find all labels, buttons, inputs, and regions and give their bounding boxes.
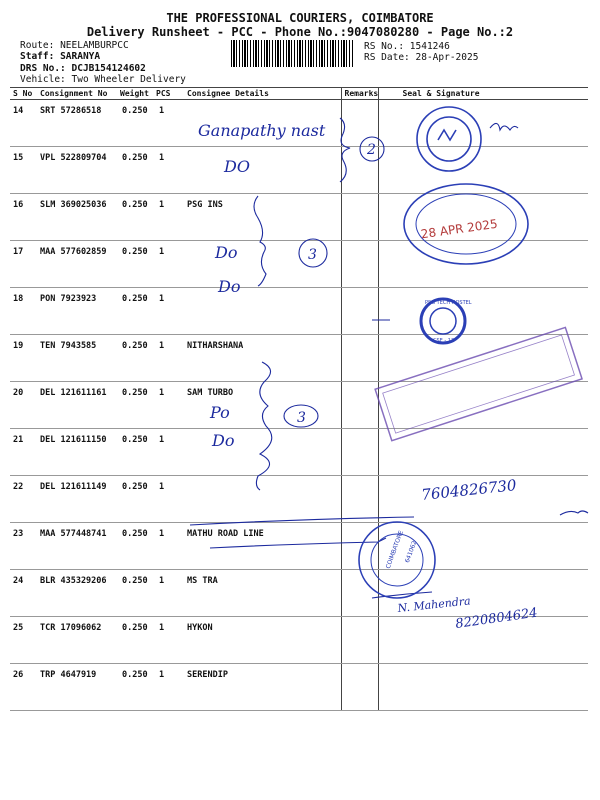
cell-weight: 0.250: [117, 382, 153, 429]
company-stamp-purple: [375, 327, 582, 440]
cell-pcs: 1: [153, 429, 184, 476]
hw-row18: Do: [218, 277, 241, 296]
stamp-hostel-sub: CSE - 12: [433, 338, 455, 344]
hw-row14: Ganapathy nast: [198, 121, 326, 140]
stamp-city-text: COIMBATORE: [384, 529, 406, 570]
cell-sno: 17: [10, 241, 37, 288]
hostel-stamp: [421, 299, 472, 344]
cell-consignment-no: TEN 7943585: [37, 335, 117, 382]
col-remarks: Remarks: [341, 88, 378, 100]
hw-phone-a: 7604826730: [420, 476, 518, 504]
stamp-date-text: 28 APR 2025: [420, 216, 499, 242]
brace-20-23: [256, 362, 271, 490]
cell-weight: 0.250: [117, 147, 153, 194]
cell-pcs: 1: [153, 241, 184, 288]
cell-consignee: SERENDIP: [184, 664, 341, 711]
hw-name-b: N. Mahendra: [396, 594, 472, 615]
cell-weight: 0.250: [117, 429, 153, 476]
cell-weight: 0.250: [117, 194, 153, 241]
cell-pcs: 1: [153, 476, 184, 523]
staff-line: Staff: SARANYA: [20, 51, 101, 62]
col-consignee: Consignee Details: [184, 88, 341, 100]
cell-consignee: MATHU ROAD LINE: [184, 523, 341, 570]
cell-weight: 0.250: [117, 335, 153, 382]
cell-pcs: 1: [153, 288, 184, 335]
route-value: NEELAMBURPCC: [60, 40, 129, 51]
cell-pcs: 1: [153, 147, 184, 194]
hw-count-b: 3: [308, 247, 317, 263]
cell-consignment-no: DEL 121611150: [37, 429, 117, 476]
vehicle-value: Two Wheeler Delivery: [71, 74, 186, 85]
cell-consignment-no: MAA 577602859: [37, 241, 117, 288]
col-consignment: Consignment No: [37, 88, 117, 100]
cell-sno: 22: [10, 476, 37, 523]
seal-stamp-row14: [417, 107, 481, 171]
route-line: Route: NEELAMBURPCC: [20, 40, 129, 51]
cell-pcs: 1: [153, 664, 184, 711]
cell-sno: 18: [10, 288, 37, 335]
hw-count-a: 2: [367, 142, 376, 158]
cell-pcs: 1: [153, 523, 184, 570]
cell-pcs: 1: [153, 617, 184, 664]
stamp-hostel-text: PSG TECH HOSTEL: [425, 300, 472, 306]
cell-consignee: SAM TURBO: [184, 382, 341, 429]
signature-24: [560, 511, 588, 515]
cell-consignee: PSG INS: [184, 194, 341, 241]
signature-14: [490, 123, 518, 130]
hw-row15: DO: [224, 157, 250, 176]
brace-17-18: [254, 196, 266, 286]
rs-no-value: 1541246: [409, 41, 450, 52]
cell-sno: 14: [10, 100, 37, 147]
staff-value: SARANYA: [60, 51, 101, 62]
cell-sno: 26: [10, 664, 37, 711]
cell-sno: 20: [10, 382, 37, 429]
date-stamp: [404, 184, 528, 264]
cell-consignee: HYKON: [184, 617, 341, 664]
company-title: THE PROFESSIONAL COURIERS, COIMBATORE: [166, 11, 434, 25]
hw-count-c: 3: [297, 410, 306, 426]
round-stamp-row25: [359, 522, 435, 598]
runsheet-subtitle: Delivery Runsheet - PCC - Phone No.:9047080280 - Page No.:2: [86, 25, 514, 39]
cell-pcs: 1: [153, 382, 184, 429]
cell-sno: 24: [10, 570, 37, 617]
cell-consignment-no: MAA 577448741: [37, 523, 117, 570]
strike-line-24: [190, 517, 414, 525]
rs-no-line: RS No.: 1541246: [364, 41, 450, 52]
drs-value: DCJB154124602: [71, 63, 146, 74]
strike-line-25: [210, 538, 386, 548]
col-seal-signature: Seal & Signature: [378, 88, 588, 100]
hw-row22: Do: [212, 431, 235, 450]
stamp-pin-text: 641062: [403, 539, 419, 564]
vehicle-line: Vehicle: Two Wheeler Delivery: [20, 74, 186, 85]
cell-weight: 0.250: [117, 100, 153, 147]
cell-consignee: MS TRA: [184, 570, 341, 617]
cell-consignment-no: DEL 121611161: [37, 382, 117, 429]
rs-date-value: 28-Apr-2025: [415, 52, 479, 63]
cell-consignment-no: TRP 4647919: [37, 664, 117, 711]
cell-consignment-no: VPL 522809704: [37, 147, 117, 194]
cell-pcs: 1: [153, 194, 184, 241]
cell-sno: 21: [10, 429, 37, 476]
cell-consignment-no: SLM 369025036: [37, 194, 117, 241]
hw-row21: Po: [210, 403, 230, 422]
cell-weight: 0.250: [117, 241, 153, 288]
cell-weight: 0.250: [117, 664, 153, 711]
cell-pcs: 1: [153, 335, 184, 382]
cell-consignment-no: PON 7923923: [37, 288, 117, 335]
drs-line: DRS No.: DCJB154124602: [20, 63, 146, 74]
col-sno: S No: [10, 88, 37, 100]
cell-sno: 15: [10, 147, 37, 194]
cell-consignment-no: DEL 121611149: [37, 476, 117, 523]
cell-consignment-no: TCR 17096062: [37, 617, 117, 664]
cell-weight: 0.250: [117, 617, 153, 664]
cell-sno: 25: [10, 617, 37, 664]
cell-pcs: 1: [153, 100, 184, 147]
cell-consignment-no: SRT 57286518: [37, 100, 117, 147]
hw-row17: Do: [215, 243, 238, 262]
cell-weight: 0.250: [117, 476, 153, 523]
cell-pcs: 1: [153, 570, 184, 617]
cell-weight: 0.250: [117, 570, 153, 617]
cell-weight: 0.250: [117, 523, 153, 570]
rs-date-line: RS Date: 28-Apr-2025: [364, 52, 479, 63]
cell-sno: 16: [10, 194, 37, 241]
cell-consignee: NITHARSHANA: [184, 335, 341, 382]
col-weight: Weight: [117, 88, 153, 100]
cell-consignment-no: BLR 435329206: [37, 570, 117, 617]
hw-phone-b: 8220804624: [454, 605, 539, 632]
brace-14-15: [340, 118, 350, 182]
cell-sno: 19: [10, 335, 37, 382]
cell-weight: 0.250: [117, 288, 153, 335]
cell-sno: 23: [10, 523, 37, 570]
col-pcs: PCS: [153, 88, 184, 100]
